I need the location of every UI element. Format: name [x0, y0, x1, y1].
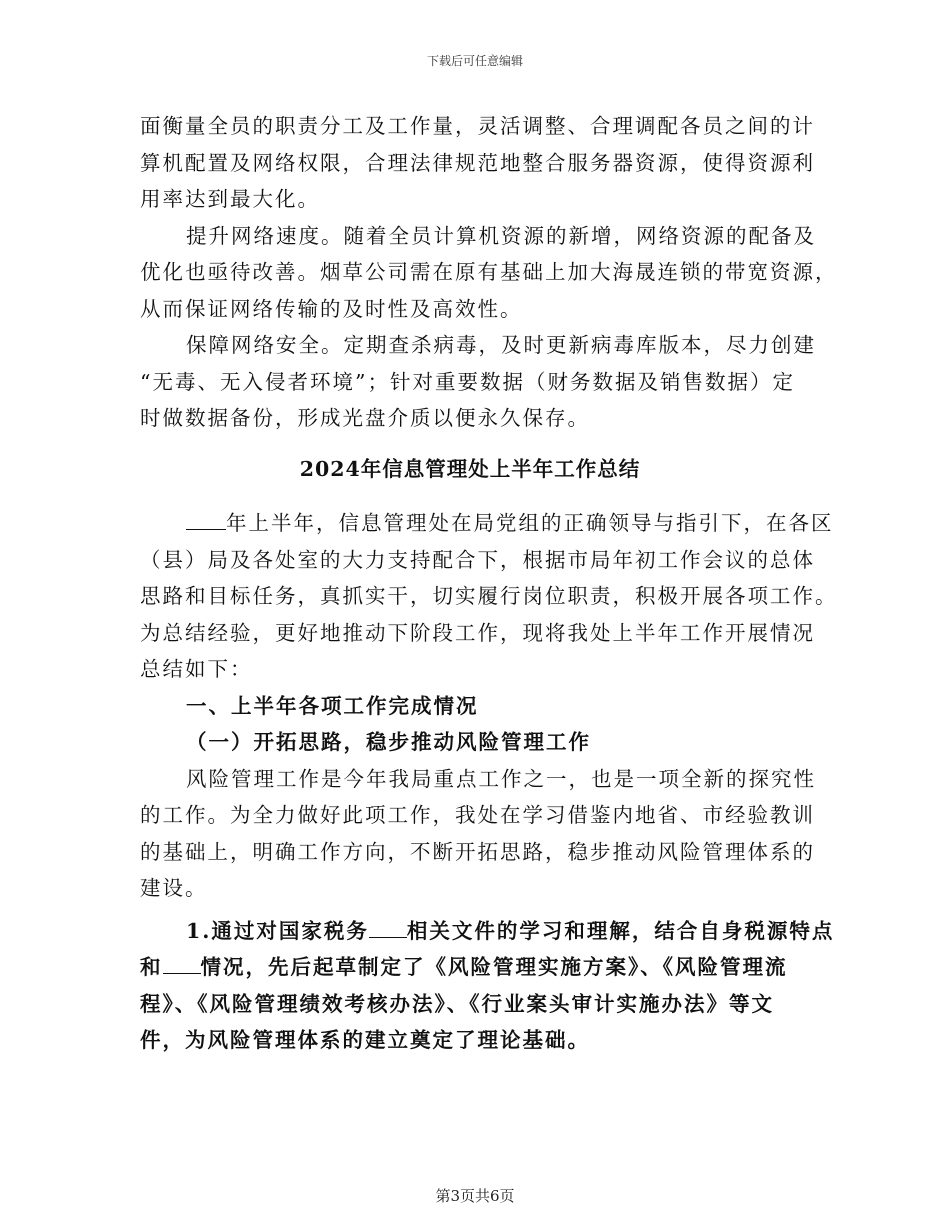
paragraph-line: 时做数据备份，形成光盘介质以便永久保存。: [140, 406, 590, 430]
blank-underline: [369, 936, 407, 938]
paragraph-line: “无毒、无入侵者环境”；针对重要数据（财务数据及销售数据）定: [140, 369, 795, 394]
heading-level-2: （一）开拓思路，稳步推动风险管理工作: [186, 730, 591, 754]
paragraph-line: [140, 913, 835, 950]
paragraph-line: 从而保证网络传输的及时性及高效性。: [140, 296, 523, 321]
paragraph-line: 程》、《风险管理绩效考核办法》、《行业案头审计实施办法》等文: [140, 991, 774, 1016]
paragraph-line: 优化也亟待改善。烟草公司需在原有基础上加大海晟连锁的带宽资源，: [140, 260, 838, 284]
paragraph-text: 和: [140, 955, 163, 979]
paragraph-line: 用率达到最大化。: [140, 187, 320, 211]
paragraph-line: 的工作。为全力做好此项工作，我处在学习借鉴内地省、市经验教训: [140, 803, 815, 827]
paragraph-line: 面衡量全员的职责分工及工作量，灵活调整、合理调配各员之间的计: [140, 114, 815, 138]
paragraph-line: 件，为风险管理体系的建立奠定了理论基础。: [140, 1028, 590, 1052]
paragraph-text: 年上半年，信息管理处在局党组的正确领导与指引下，在各区: [226, 511, 834, 535]
paragraph-line: 的基础上，明确工作方向，不断开拓思路，稳步推动风险管理体系的: [140, 839, 815, 864]
paragraph-line: [140, 505, 834, 542]
paragraph-line: 风险管理工作是今年我局重点工作之一，也是一项全新的探究性: [186, 766, 816, 791]
section-title: 2024年信息管理处上半年工作总结: [299, 456, 641, 481]
paragraph-text: 1.通过对国家税务: [186, 918, 369, 943]
paragraph-line: 建设。: [140, 876, 208, 900]
page-header: 下载后可任意编辑: [426, 54, 523, 68]
page-footer: 第3页共6页: [435, 1187, 515, 1205]
paragraph-line: [140, 949, 800, 986]
heading-level-1: 一、上半年各项工作完成情况: [186, 693, 479, 718]
paragraph-line: 保障网络安全。定期查杀病毒，及时更新病毒库版本，尽力创建: [186, 333, 816, 357]
paragraph-line: 为总结经验，更好地推动下阶段工作，现将我处上半年工作开展情况: [140, 620, 815, 645]
paragraph-line: 提升网络速度。随着全员计算机资源的新增，网络资源的配备及: [186, 223, 816, 248]
paragraph-text: 情况，先后起草制定了《风险管理实施方案》、《风险管理流: [200, 955, 788, 979]
paragraph-line: （县）局及各处室的大力支持配合下，根据市局年初工作会议的总体: [140, 547, 815, 572]
blank-underline: [163, 972, 201, 974]
paragraph-line: 算机配置及网络权限，合理法律规范地整合服务器资源，使得资源利: [140, 150, 815, 175]
paragraph-line: 总结如下：: [140, 657, 253, 681]
blank-underline: [186, 528, 226, 530]
paragraph-line: 思路和目标任务，真抓实干，切实履行岗位职责，积极开展各项工作。: [140, 584, 838, 608]
document-body: [140, 108, 838, 1059]
paragraph-text: 相关文件的学习和理解，结合自身税源特点: [406, 918, 835, 943]
